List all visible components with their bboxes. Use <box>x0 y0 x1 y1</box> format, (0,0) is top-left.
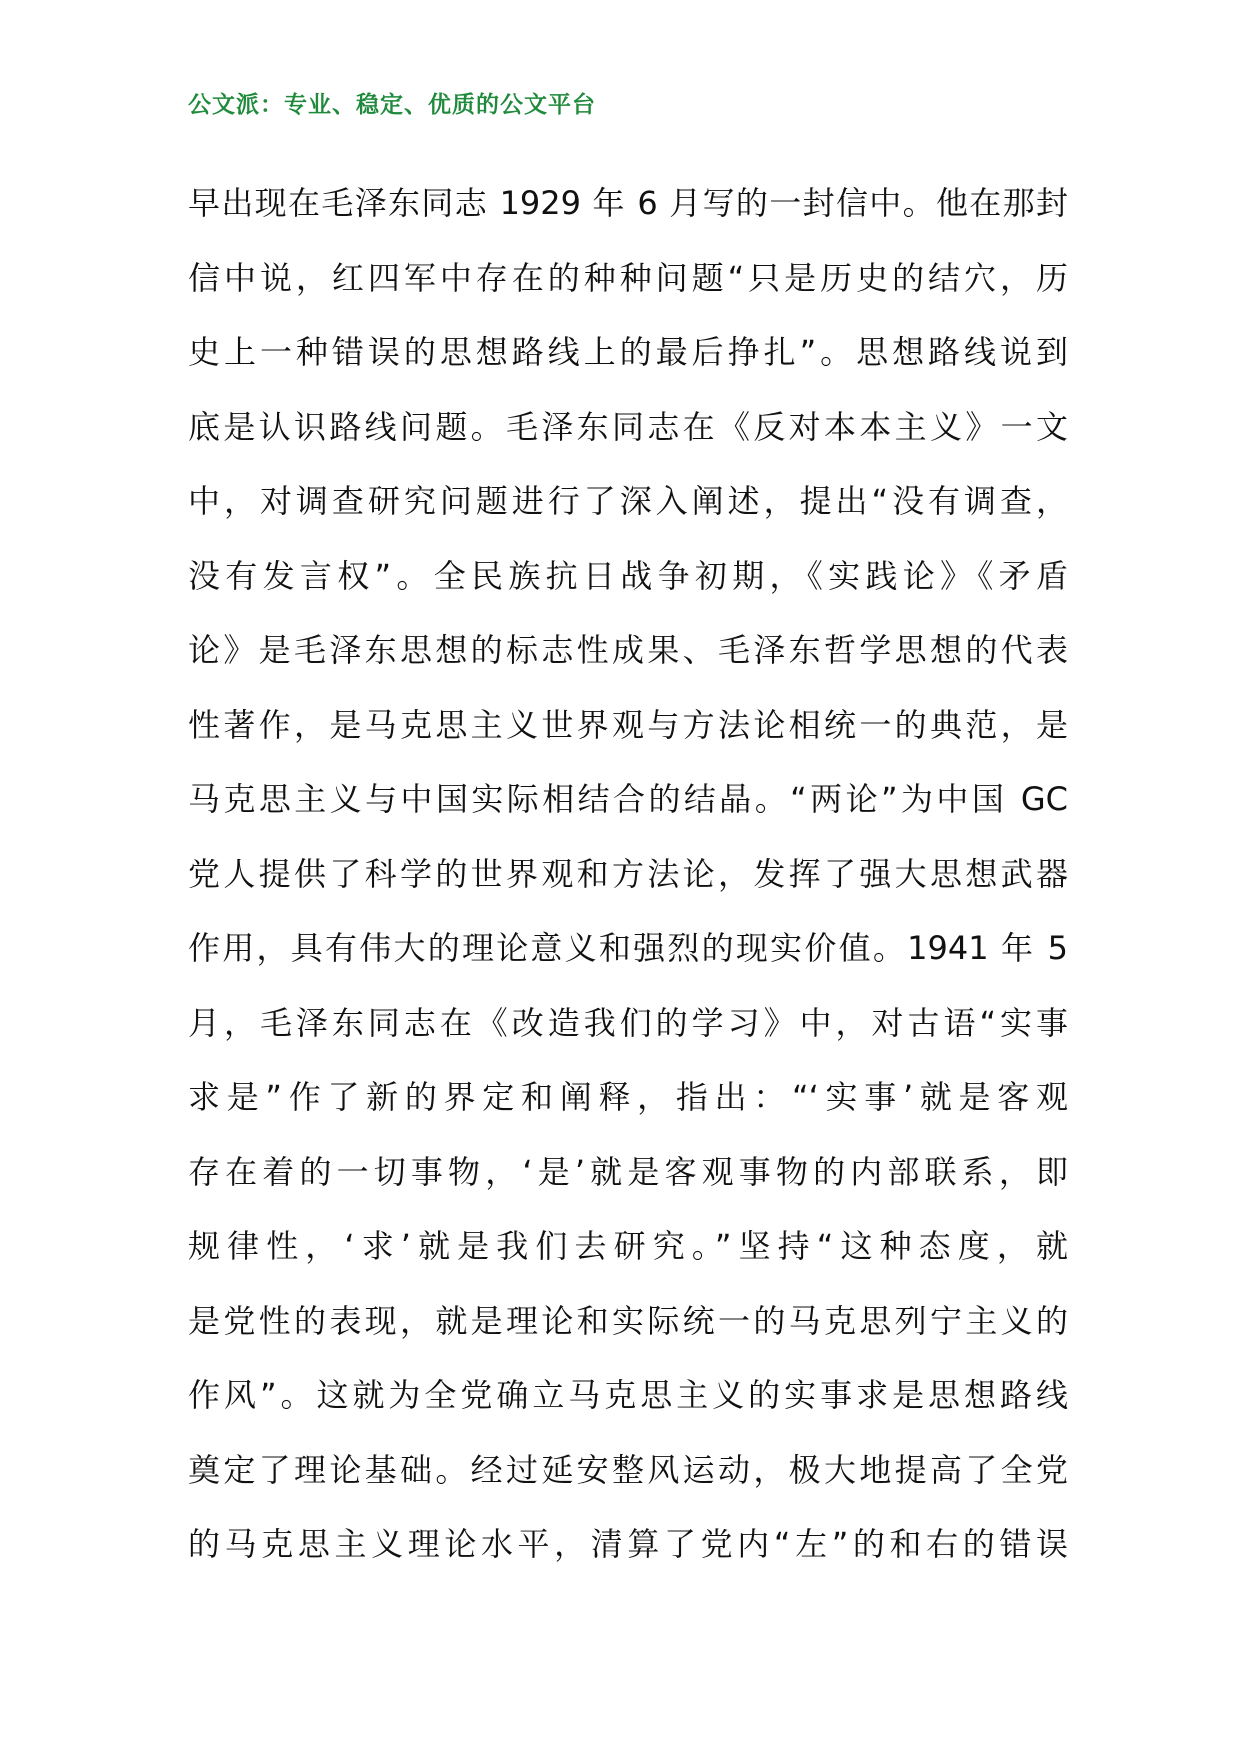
body-text <box>188 166 1068 1582</box>
text-line: 底是认识路线问题。毛泽东同志在《反对本本主义》一文 <box>188 407 1068 446</box>
text-line: 党人提供了科学的世界观和方法论，发挥了强大思想武器 <box>188 854 1068 893</box>
text-line: 求是”作了新的界定和阐释，指出：“‘实事’就是客观 <box>188 1078 1068 1116</box>
header-title: 公文派：专业、稳定、优质的公文平台 <box>188 92 596 118</box>
text-line: 的马克思主义理论水平，清算了党内“左”的和右的错误 <box>188 1525 1068 1563</box>
text-line: 史上一种错误的思想路线上的最后挣扎”。思想路线说到 <box>188 333 1068 371</box>
text-line: 没有发言权”。全民族抗日战争初期，《实践论》《矛盾 <box>188 556 1068 595</box>
text-line: 马克思主义与中国实际相结合的结晶。“两论”为中国 GC <box>188 780 1068 818</box>
text-line: 奠定了理论基础。经过延安整风运动，极大地提高了全党 <box>188 1450 1068 1489</box>
text-line: 信中说，红四军中存在的种种问题“只是历史的结穴，历 <box>188 258 1068 297</box>
text-line: 中，对调查研究问题进行了深入阐述，提出“没有调查， <box>188 482 1068 520</box>
text-line: 作用，具有伟大的理论意义和强烈的现实价值。1941 年 5 <box>188 929 1068 967</box>
text-line: 规律性，‘求’就是我们去研究。”坚持“这种态度，就 <box>188 1227 1068 1265</box>
text-line: 存在着的一切事物，‘是’就是客观事物的内部联系，即 <box>188 1152 1068 1191</box>
text-line: 性著作，是马克思主义世界观与方法论相统一的典范，是 <box>188 705 1068 744</box>
text-line: 早出现在毛泽东同志 1929 年 6 月写的一封信中。他在那封 <box>188 184 1068 222</box>
text-line: 作风”。这就为全党确立马克思主义的实事求是思想路线 <box>188 1376 1068 1414</box>
text-line: 月，毛泽东同志在《改造我们的学习》中，对古语“实事 <box>188 1003 1068 1042</box>
text-line: 论》是毛泽东思想的标志性成果、毛泽东哲学思想的代表 <box>188 631 1068 669</box>
text-line: 是党性的表现，就是理论和实际统一的马克思列宁主义的 <box>188 1301 1068 1340</box>
